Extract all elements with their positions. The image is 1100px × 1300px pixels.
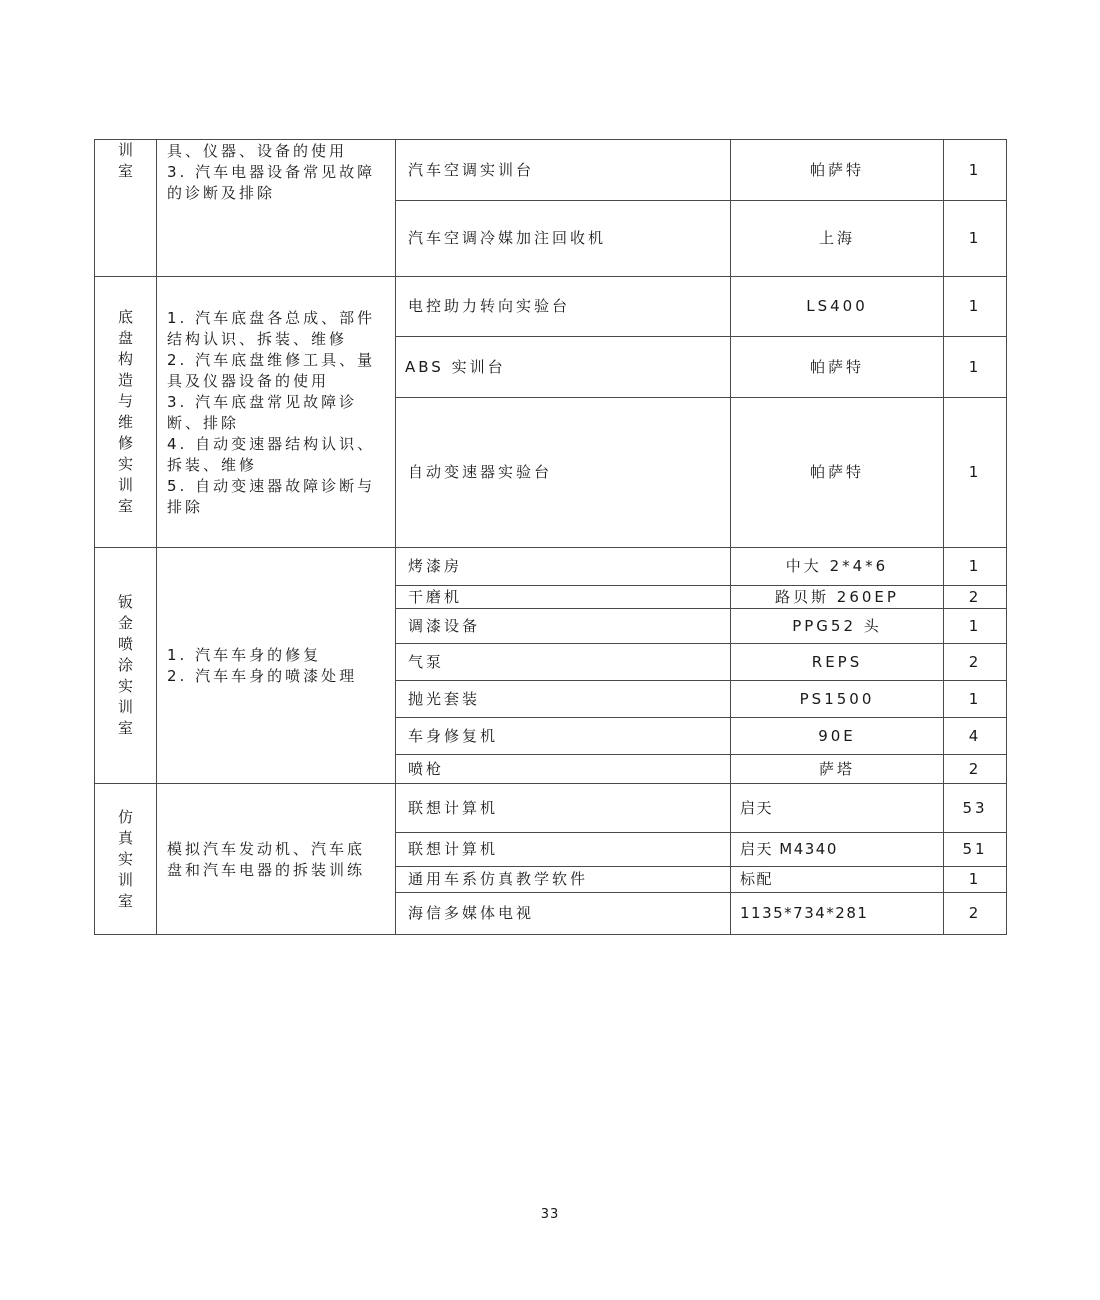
training-content-cell — [157, 548, 396, 784]
room-cell — [95, 277, 157, 548]
table-row — [95, 140, 1007, 201]
equipment-model: 帕萨特 — [731, 337, 944, 398]
content-line: 3. 汽车电器设备常见故障 — [167, 163, 376, 181]
equipment-qty: 1 — [944, 609, 1007, 644]
equipment-qty: 2 — [944, 893, 1007, 935]
room-char: 室 — [117, 162, 133, 180]
content-line: 4. 自动变速器结构认识、 — [167, 434, 376, 453]
room-cell — [95, 548, 157, 784]
equipment-model: 帕萨特 — [731, 398, 944, 548]
equipment-model: PS1500 — [731, 681, 944, 718]
equipment-name: 联想计算机 — [396, 784, 731, 833]
content-line: 具、仪器、设备的使用 — [167, 142, 348, 160]
room-char: 与 — [117, 392, 133, 410]
room-cell — [95, 784, 157, 935]
room-char: 底 — [117, 308, 133, 326]
content-line: 拆装、维修 — [167, 455, 258, 474]
room-char: 实 — [117, 849, 133, 868]
room-char: 室 — [117, 891, 133, 910]
equipment-model: 中大 2*4*6 — [731, 548, 944, 586]
equipment-qty: 53 — [944, 784, 1007, 833]
equipment-model: 1135*734*281 — [731, 893, 944, 935]
equipment-qty: 1 — [944, 277, 1007, 337]
training-content-cell — [157, 140, 396, 277]
training-content-cell — [157, 277, 396, 548]
equipment-name: 联想计算机 — [396, 833, 731, 867]
equipment-name: 通用车系仿真教学软件 — [396, 867, 731, 893]
equipment-name: ABS 实训台 — [396, 337, 731, 398]
equipment-model: PPG52 头 — [731, 609, 944, 644]
content-line: 具及仪器设备的使用 — [167, 371, 330, 390]
equipment-qty: 1 — [944, 548, 1007, 586]
equipment-name: 自动变速器实验台 — [396, 398, 731, 548]
equipment-name: 车身修复机 — [396, 718, 731, 755]
content-line: 结构认识、拆装、维修 — [167, 329, 348, 348]
equipment-model: 启天 — [731, 784, 944, 833]
equipment-model: 帕萨特 — [731, 140, 944, 201]
table-row — [95, 277, 1007, 337]
room-char: 训 — [117, 870, 133, 889]
equipment-name: 调漆设备 — [396, 609, 731, 644]
room-char: 构 — [117, 350, 133, 368]
equipment-name: 汽车空调冷媒加注回收机 — [396, 201, 731, 277]
room-char: 训 — [117, 698, 133, 716]
equipment-model: 路贝斯 260EP — [731, 586, 944, 609]
content-line: 5. 自动变速器故障诊断与 — [167, 476, 376, 495]
equipment-qty: 2 — [944, 755, 1007, 784]
equipment-name: 烤漆房 — [396, 548, 731, 586]
room-char: 室 — [117, 497, 133, 515]
room-char: 造 — [117, 371, 133, 389]
equipment-name: 喷枪 — [396, 755, 731, 784]
table-row — [95, 548, 1007, 586]
equipment-model: 上海 — [731, 201, 944, 277]
equipment-qty: 51 — [944, 833, 1007, 867]
content-line: 1. 汽车车身的修复 — [167, 646, 322, 664]
content-line: 断、排除 — [167, 413, 240, 432]
content-line: 2. 汽车车身的喷漆处理 — [167, 667, 358, 685]
room-char: 维 — [117, 413, 133, 431]
room-char: 修 — [117, 434, 133, 452]
training-content-cell — [157, 784, 396, 935]
equipment-model: 萨塔 — [731, 755, 944, 784]
equipment-qty: 1 — [944, 867, 1007, 893]
equipment-name: 海信多媒体电视 — [396, 893, 731, 935]
equipment-qty: 1 — [944, 681, 1007, 718]
room-char: 钣 — [117, 593, 133, 611]
equipment-table — [94, 139, 1007, 935]
equipment-name: 干磨机 — [396, 586, 731, 609]
equipment-model: 90E — [731, 718, 944, 755]
room-char: 喷 — [117, 635, 133, 653]
content-line: 盘和汽车电器的拆装训练 — [167, 860, 366, 879]
room-char: 训 — [117, 476, 133, 494]
equipment-model: 启天 M4340 — [731, 833, 944, 867]
room-char: 实 — [117, 677, 133, 695]
equipment-name: 抛光套装 — [396, 681, 731, 718]
content-line: 2. 汽车底盘维修工具、量 — [167, 350, 376, 369]
equipment-name: 电控助力转向实验台 — [396, 277, 731, 337]
room-char: 仿 — [117, 807, 133, 826]
room-char: 盘 — [117, 329, 133, 347]
equipment-qty: 1 — [944, 337, 1007, 398]
content-line: 排除 — [167, 497, 204, 516]
room-char: 室 — [117, 719, 133, 737]
content-line: 模拟汽车发动机、汽车底 — [167, 839, 366, 858]
page-number: 33 — [540, 1207, 560, 1222]
equipment-name: 气泵 — [396, 644, 731, 681]
equipment-model: REPS — [731, 644, 944, 681]
equipment-model: 标配 — [731, 867, 944, 893]
equipment-qty: 1 — [944, 140, 1007, 201]
equipment-name: 汽车空调实训台 — [396, 140, 731, 201]
room-cell — [95, 140, 157, 277]
equipment-qty: 2 — [944, 586, 1007, 609]
content-line: 的诊断及排除 — [167, 184, 276, 202]
table-row — [95, 784, 1007, 833]
content-line: 1. 汽车底盘各总成、部件 — [167, 308, 376, 327]
equipment-qty: 2 — [944, 644, 1007, 681]
equipment-qty: 4 — [944, 718, 1007, 755]
room-char: 训 — [117, 141, 133, 159]
room-char: 真 — [117, 828, 133, 847]
room-char: 金 — [117, 614, 133, 632]
equipment-qty: 1 — [944, 201, 1007, 277]
equipment-qty: 1 — [944, 398, 1007, 548]
room-char: 实 — [117, 455, 133, 473]
equipment-model: LS400 — [731, 277, 944, 337]
room-char: 涂 — [117, 656, 133, 674]
content-line: 3. 汽车底盘常见故障诊 — [167, 392, 358, 411]
